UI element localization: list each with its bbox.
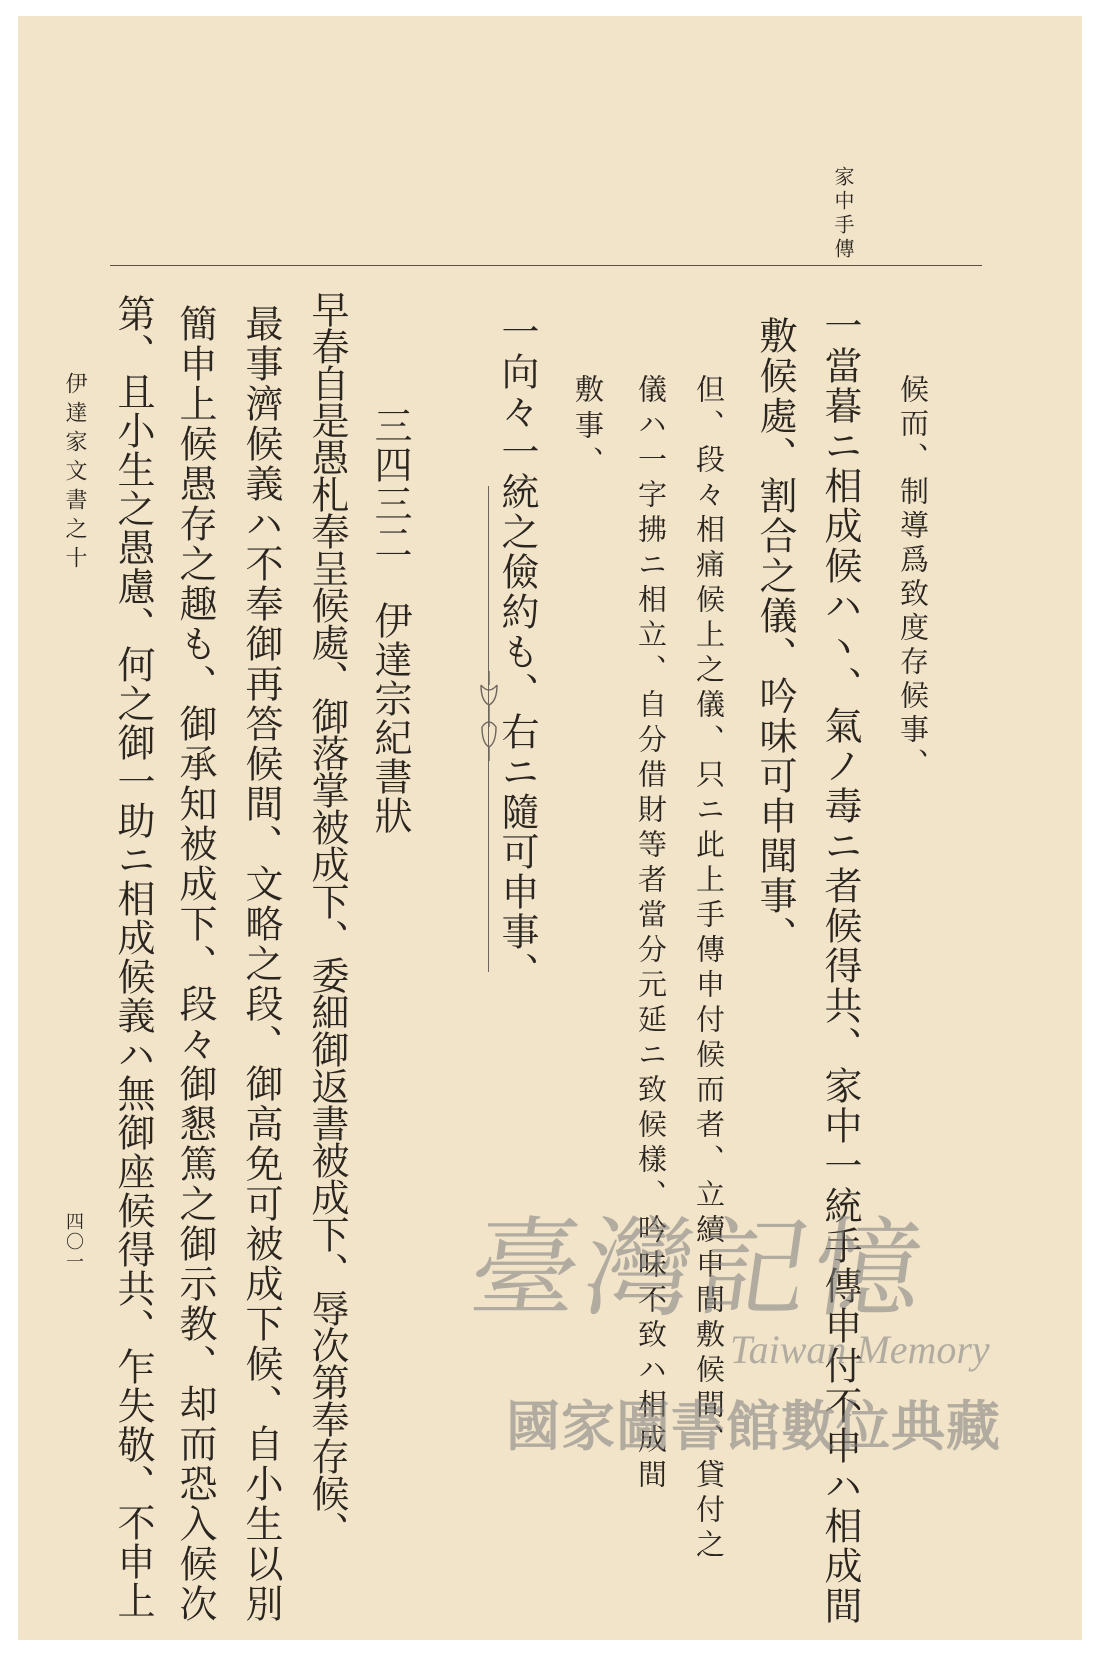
text-column-9: 早春自是愚札奉呈候處、御落掌被成下、委細御返書被成下、辱次第奉存候、: [305, 290, 349, 1548]
text-column-1: 候而、制導爲致度存候事、: [896, 374, 930, 782]
text-column-3: 敷候處、割合之儀、吟味可申聞事、: [753, 316, 797, 956]
running-header: 家中手傳: [831, 166, 855, 262]
text-column-4: 但、段々相痛候上之儀、只ニ此上手傳申付候而者、立續申間敷候間、貸付之: [692, 374, 726, 1564]
separator-ornament: [476, 671, 502, 761]
watermark-calligraphy: 臺灣記憶: [462, 1207, 937, 1332]
text-column-6: 敷事、: [571, 374, 605, 482]
text-column-5: 儀ハ一字拂ニ相立、自分借財等者當分元延ニ致候樣、吟味不致ハ相成間: [634, 374, 668, 1494]
text-column-7: 一向々一統之儉約も、右ニ隨可申事、: [495, 312, 539, 992]
watermark-english: Taiwan Memory: [730, 1327, 990, 1372]
header-rule: [110, 265, 982, 266]
text-column-11: 簡申上候愚存之趣も、御承知被成下、段々御懇篤之御示教、却而恐入候次: [173, 304, 217, 1624]
text-column-12: 第、且小生之愚慮、何之御一助ニ相成候義ハ無御座候得共、乍失敬、不申上: [111, 294, 155, 1620]
text-column-10: 最事濟候義ハ不奉御再答候間、文略之段、御高免可被成下候、自小生以別: [239, 304, 283, 1624]
page-number: 四〇一: [63, 1212, 84, 1272]
document-page: [18, 16, 1082, 1640]
text-column-2: 一當暮ニ相成候ハヽ、氣ノ毒ニ者候得共、家中一統手傳申付不申ハ相成間: [818, 306, 862, 1626]
document-heading: 三四三二 伊達宗紀書狀: [368, 406, 412, 835]
watermark-library: 國家圖書館數位典藏: [506, 1395, 1001, 1458]
footer-title: 伊達家文書之十: [62, 372, 87, 575]
